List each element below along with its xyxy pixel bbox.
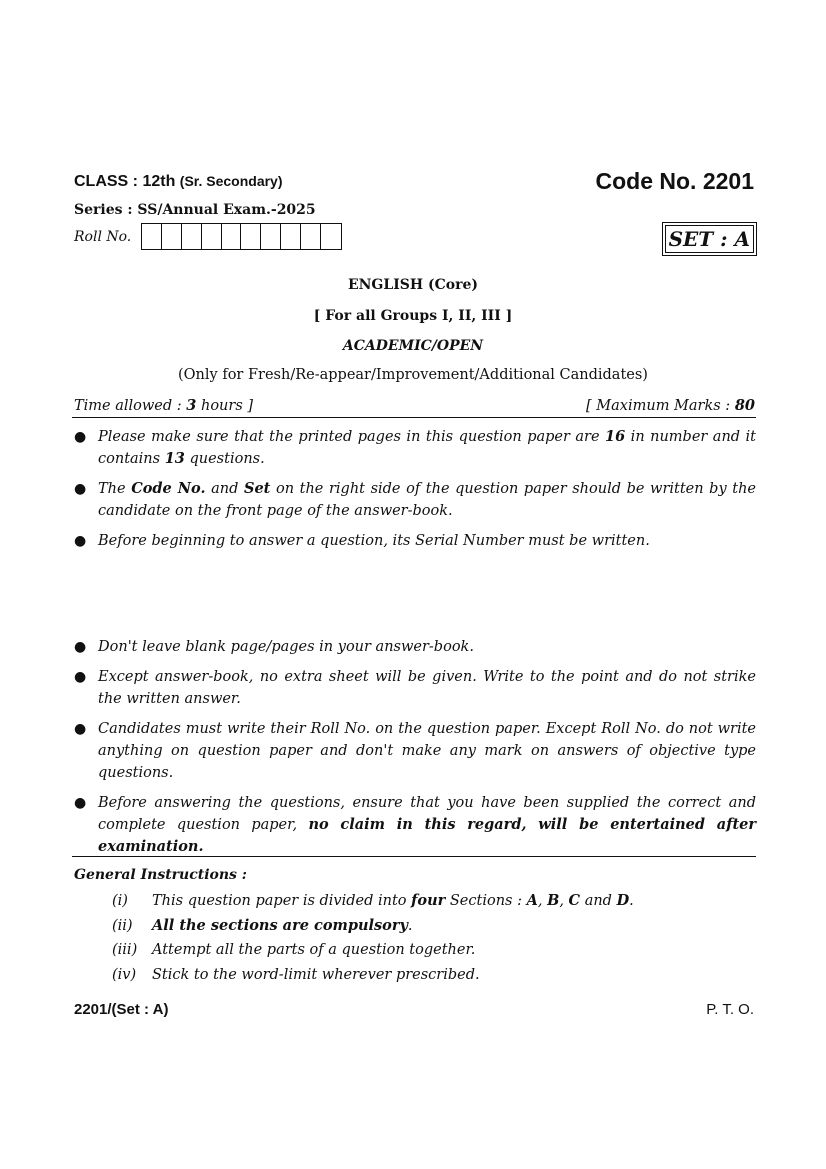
marks-prefix: [ Maximum Marks : bbox=[586, 398, 735, 414]
roll-box[interactable] bbox=[182, 224, 202, 249]
roll-box[interactable] bbox=[261, 224, 281, 249]
item-number: (ii) bbox=[112, 917, 133, 934]
marks-value: 80 bbox=[734, 397, 755, 414]
item-number: (iv) bbox=[112, 966, 137, 983]
category-line: ACADEMIC/OPEN bbox=[342, 338, 484, 354]
bullet-icon: ● bbox=[74, 639, 87, 655]
footer-code: 2201/(Set : A) bbox=[74, 1001, 169, 1018]
text: questions. bbox=[184, 451, 265, 467]
series-line: Series : SS/Annual Exam.-2025 bbox=[74, 202, 316, 218]
text: Please make sure that the printed pages in this question paper are bbox=[98, 429, 606, 445]
general-instruction-item bbox=[112, 890, 752, 915]
text: Except answer-book, no extra sheet will be given. Write to the point and do not strike the written answer. bbox=[98, 669, 756, 707]
text: , bbox=[537, 893, 548, 909]
instruction-item bbox=[72, 792, 756, 858]
candidates-line: (Only for Fresh/Re-appear/Improvement/Additional Candidates) bbox=[178, 367, 648, 383]
text-bold: C bbox=[568, 892, 581, 909]
roll-box[interactable] bbox=[281, 224, 301, 249]
text: on the right side of the question paper should be written by the candidate on the front page of the answer-book. bbox=[98, 481, 756, 519]
text-bold: Code No. bbox=[131, 480, 206, 497]
text: in number and it contains bbox=[98, 429, 756, 467]
text-bold: All the sections are compulsory bbox=[152, 916, 408, 934]
instruction-item bbox=[72, 530, 756, 552]
item-text: Attempt all the parts of a question together. bbox=[152, 942, 476, 958]
roll-box[interactable] bbox=[222, 224, 242, 249]
time-value: 3 bbox=[186, 397, 197, 414]
roll-box[interactable] bbox=[241, 224, 261, 249]
general-instructions-list bbox=[112, 890, 752, 988]
instruction-item bbox=[72, 636, 756, 658]
time-allowed bbox=[74, 397, 253, 414]
instruction-item bbox=[72, 426, 756, 470]
divider bbox=[72, 856, 756, 857]
text: This question paper is divided into bbox=[152, 893, 412, 909]
item-text: Stick to the word-limit wherever prescribed. bbox=[152, 966, 480, 983]
footer-pto: P. T. O. bbox=[706, 1001, 754, 1018]
text: Candidates must write their Roll No. on the question paper. Except Roll No. do not write anything on question paper and don't make any mark on answers of objective type questions. bbox=[98, 721, 756, 781]
roll-box[interactable] bbox=[202, 224, 222, 249]
roll-box[interactable] bbox=[301, 224, 321, 249]
general-instruction-item bbox=[112, 915, 752, 940]
roll-no-label: Roll No. bbox=[74, 229, 132, 245]
instruction-item bbox=[72, 478, 756, 522]
general-instruction-item bbox=[112, 964, 752, 989]
instruction-item bbox=[72, 666, 756, 710]
roll-box[interactable] bbox=[142, 224, 162, 249]
code-number: Code No. 2201 bbox=[595, 168, 754, 194]
text-bold: 16 bbox=[605, 428, 626, 445]
class-sub: (Sr. Secondary) bbox=[179, 173, 283, 189]
text: . bbox=[629, 893, 634, 909]
roll-no-boxes[interactable] bbox=[141, 223, 342, 250]
time-suffix: hours ] bbox=[196, 398, 254, 414]
text-bold: D bbox=[616, 892, 630, 909]
text-bold: no claim in this regard, will be entertained after examination. bbox=[98, 816, 757, 855]
text-bold: 13 bbox=[164, 450, 185, 467]
item-number: (i) bbox=[112, 893, 128, 909]
text: . bbox=[407, 917, 413, 934]
text: Sections : bbox=[445, 893, 527, 909]
text: and bbox=[205, 481, 244, 497]
set-badge: SET : A bbox=[665, 225, 754, 253]
groups-line: [ For all Groups I, II, III ] bbox=[313, 308, 513, 324]
general-instructions-heading: General Instructions : bbox=[74, 867, 247, 883]
bullet-icon: ● bbox=[74, 795, 87, 811]
text: , bbox=[559, 893, 569, 909]
text: Don't leave blank page/pages in your answer-book. bbox=[98, 639, 474, 655]
bullet-icon: ● bbox=[74, 533, 87, 549]
class-line bbox=[74, 173, 283, 191]
roll-box[interactable] bbox=[162, 224, 182, 249]
time-prefix: Time allowed : bbox=[74, 398, 187, 414]
instruction-item bbox=[72, 718, 756, 784]
divider bbox=[72, 417, 756, 418]
subject-title: ENGLISH (Core) bbox=[347, 277, 479, 293]
instructions-top bbox=[72, 426, 756, 560]
class-label: CLASS : 12th bbox=[74, 173, 176, 190]
general-instruction-item bbox=[112, 939, 752, 964]
bullet-icon: ● bbox=[74, 429, 87, 445]
item-text bbox=[152, 915, 413, 937]
text: Before beginning to answer a question, its Serial Number must be written. bbox=[98, 533, 650, 549]
bullet-icon: ● bbox=[74, 669, 87, 685]
roll-box[interactable] bbox=[321, 224, 341, 249]
bullet-icon: ● bbox=[74, 481, 87, 497]
text-bold: A bbox=[526, 892, 538, 909]
bullet-icon: ● bbox=[74, 721, 87, 737]
text: and bbox=[580, 893, 617, 909]
maximum-marks bbox=[586, 397, 755, 414]
item-number: (iii) bbox=[112, 942, 138, 958]
text: The bbox=[98, 481, 132, 497]
text-bold: Set bbox=[243, 480, 271, 497]
item-text bbox=[152, 890, 634, 912]
text-bold: B bbox=[547, 892, 560, 909]
text: Before answering the questions, ensure that you have been supplied the correct and complete question paper, bbox=[98, 795, 756, 833]
instructions-bottom bbox=[72, 636, 756, 866]
text-bold: four bbox=[411, 892, 446, 909]
